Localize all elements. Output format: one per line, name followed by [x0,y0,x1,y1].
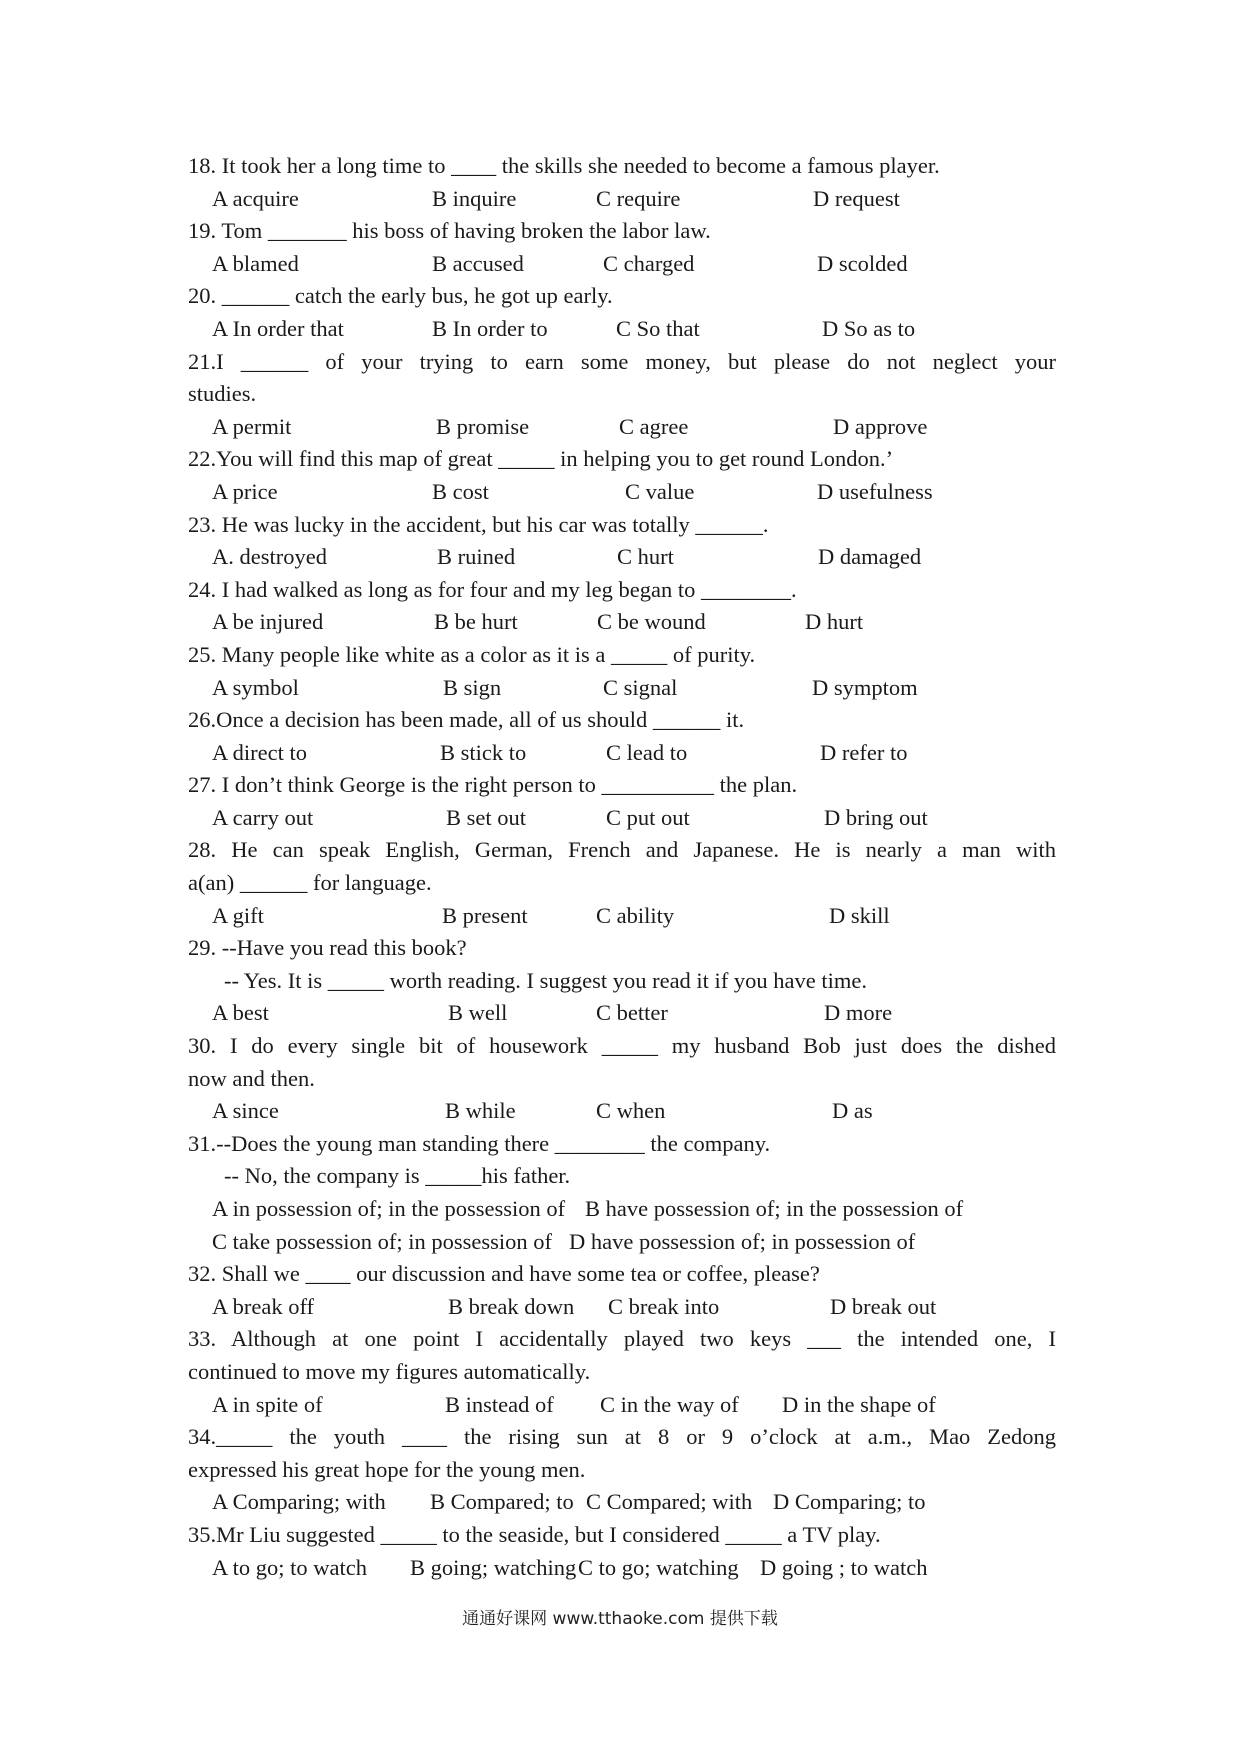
answer-options [188,737,1056,770]
question-stem: 22.You will find this map of great _____ in helping you to get round London.’ [188,446,894,472]
question-stem: 20. ______ catch the early bus, he got up early. [188,283,613,309]
answer-options [188,802,1056,835]
question-stem: 29. --Have you read this book? [188,935,467,961]
answer-option-c[interactable]: C Compared; with [586,1489,753,1515]
answer-option-d[interactable]: D Comparing; to [773,1489,926,1515]
answer-options [188,1291,1056,1324]
answer-option-d[interactable]: D hurt [805,609,864,635]
question-stem: 32. Shall we ____ our discussion and have some tea or coffee, please? [188,1261,820,1287]
answer-options [188,1226,1056,1259]
answer-options [188,1552,1056,1585]
answer-option-b[interactable]: B Compared; to [430,1489,574,1515]
question-stem: 35.Mr Liu suggested _____ to the seaside, but I considered _____ a TV play. [188,1521,881,1547]
question-list [188,150,1056,1584]
answer-option-b[interactable]: B present [442,902,528,928]
answer-option-b[interactable]: B inquire [432,185,517,211]
answer-option-d[interactable]: D break out [830,1293,937,1319]
answer-option-d[interactable]: D more [824,1000,893,1026]
question-stem-continuation: expressed his great hope for the young men. [188,1456,586,1482]
answer-option-d[interactable]: D have possession of; in possession of [569,1228,916,1254]
answer-options [188,411,1056,444]
answer-options [188,1193,1056,1226]
answer-option-a[interactable]: A in possession of; in the possession of [212,1196,566,1221]
answer-option-c[interactable]: C charged [603,250,695,276]
answer-option-b[interactable]: B cost [432,478,489,504]
answer-option-b[interactable]: B going; watching [410,1554,577,1580]
answer-option-d[interactable]: D skill [829,902,890,928]
answer-option-a[interactable]: A since [212,1098,279,1124]
question-stem-continuation: a(an) ______ for language. [188,870,432,896]
answer-option-a[interactable]: A gift [212,902,264,928]
answer-option-a[interactable]: A price [212,478,278,504]
answer-option-c[interactable]: C better [596,1000,668,1026]
answer-option-c[interactable]: C take possession of; in possession of [212,1228,552,1254]
answer-options [188,997,1056,1030]
answer-option-c[interactable]: C hurt [617,544,674,570]
answer-option-c[interactable]: C when [596,1098,666,1124]
question-stem: 21.I ______ of your trying to earn some money, but please do not neglect your [188,348,1056,374]
page-footer: 通通好课网 www.tthaoke.com 提供下载 [462,1609,778,1629]
answer-options [188,1486,1056,1519]
question-stem: 28. He can speak English, German, French and Japanese. He is nearly a man with [188,837,1056,863]
answer-option-c[interactable]: C value [625,478,695,504]
answer-option-d[interactable]: D symptom [812,674,918,700]
answer-option-d[interactable]: D damaged [818,544,922,570]
question-stem: 34._____ the youth ____ the rising sun at 8 or 9 o’clock at a.m., Mao Zedong [188,1424,1056,1450]
answer-option-b[interactable]: B set out [446,804,527,830]
answer-option-c[interactable]: C ability [596,902,675,928]
answer-option-a[interactable]: A In order that [212,315,344,341]
dialogue-line: -- No, the company is _____his father. [224,1163,571,1189]
answer-option-a[interactable]: A in spite of [212,1391,323,1417]
answer-option-c[interactable]: C lead to [606,739,688,765]
answer-option-a[interactable]: A blamed [212,250,299,276]
answer-option-d[interactable]: D So as to [822,315,916,341]
answer-options [188,313,1056,346]
answer-option-d[interactable]: D in the shape of [782,1391,936,1417]
question-stem-continuation: now and then. [188,1065,315,1091]
answer-option-a[interactable]: A permit [212,413,292,439]
answer-option-c[interactable]: C to go; watching [578,1554,739,1580]
answer-option-b[interactable]: B have possession of; in the possession of [585,1196,964,1221]
answer-option-b[interactable]: B instead of [445,1391,554,1417]
answer-option-b[interactable]: B ruined [437,544,516,570]
answer-option-b[interactable]: B sign [443,674,502,700]
question-stem: 19. Tom _______ his boss of having broken the labor law. [188,218,711,244]
question-stem: 24. I had walked as long as for four and my leg began to ________. [188,576,797,602]
answer-options [188,541,1056,574]
question-stem: 25. Many people like white as a color as it is a _____ of purity. [188,641,756,667]
question-stem: 27. I don’t think George is the right person to __________ the plan. [188,772,798,798]
answer-option-a[interactable]: A. destroyed [212,544,327,570]
answer-option-d[interactable]: D refer to [820,739,908,765]
question-stem: 30. I do every single bit of housework _____ my husband Bob just does the dished [188,1033,1056,1059]
answer-option-c[interactable]: C signal [603,674,678,700]
answer-option-d[interactable]: D bring out [824,804,928,830]
answer-options [188,183,1056,216]
answer-option-c[interactable]: C agree [619,413,689,439]
answer-option-a[interactable]: A direct to [212,739,307,765]
answer-option-a[interactable]: A Comparing; with [212,1489,386,1515]
answer-option-b[interactable]: B break down [448,1293,575,1319]
answer-option-d[interactable]: D request [813,185,900,211]
answer-option-c[interactable]: C require [596,185,681,211]
answer-option-c[interactable]: C put out [606,804,690,830]
answer-option-b[interactable]: B while [445,1098,516,1124]
answer-options [188,900,1056,933]
answer-option-b[interactable]: B accused [432,250,524,276]
dialogue-line: -- Yes. It is _____ worth reading. I suggest you read it if you have time. [224,967,868,993]
answer-option-a[interactable]: A be injured [212,609,324,635]
answer-option-d[interactable]: D going ; to watch [760,1554,928,1580]
answer-option-c[interactable]: C So that [616,315,700,341]
answer-option-b[interactable]: B stick to [440,739,527,765]
answer-option-c[interactable]: C in the way of [600,1391,739,1417]
question-stem-continuation: studies. [188,381,257,407]
answer-option-a[interactable]: A to go; to watch [212,1554,367,1580]
question-stem: 23. He was lucky in the accident, but his car was totally ______. [188,511,769,537]
answer-option-a[interactable]: A acquire [212,185,299,211]
answer-option-d[interactable]: D as [832,1098,873,1124]
answer-option-c[interactable]: C be wound [597,609,706,635]
answer-option-a[interactable]: A carry out [212,804,314,830]
question-stem: 26.Once a decision has been made, all of us should ______ it. [188,707,745,733]
answer-option-b[interactable]: B be hurt [434,609,518,635]
answer-option-d[interactable]: D scolded [817,250,908,276]
answer-options [188,248,1056,281]
question-stem: 18. It took her a long time to ____ the skills she needed to become a famous player. [188,153,940,178]
answer-option-b[interactable]: B promise [436,413,530,439]
answer-option-c[interactable]: C break into [608,1293,720,1319]
answer-option-b[interactable]: B In order to [432,315,548,341]
question-stem: 33. Although at one point I accidentally played two keys ___ the intended one, I [188,1326,1056,1352]
answer-options [188,476,1056,509]
answer-options [188,606,1056,639]
answer-options [188,1389,1056,1422]
answer-options [188,1095,1056,1128]
answer-option-b[interactable]: B well [448,1000,508,1026]
question-stem-continuation: continued to move my figures automatically. [188,1358,591,1384]
answer-option-d[interactable]: D approve [833,413,928,439]
answer-option-a[interactable]: A break off [212,1293,315,1319]
answer-option-a[interactable]: A symbol [212,674,299,700]
answer-option-d[interactable]: D usefulness [817,478,933,504]
answer-option-a[interactable]: A best [212,1000,269,1026]
answer-options [188,672,1056,705]
question-stem: 31.--Does the young man standing there ________ the company. [188,1130,771,1156]
